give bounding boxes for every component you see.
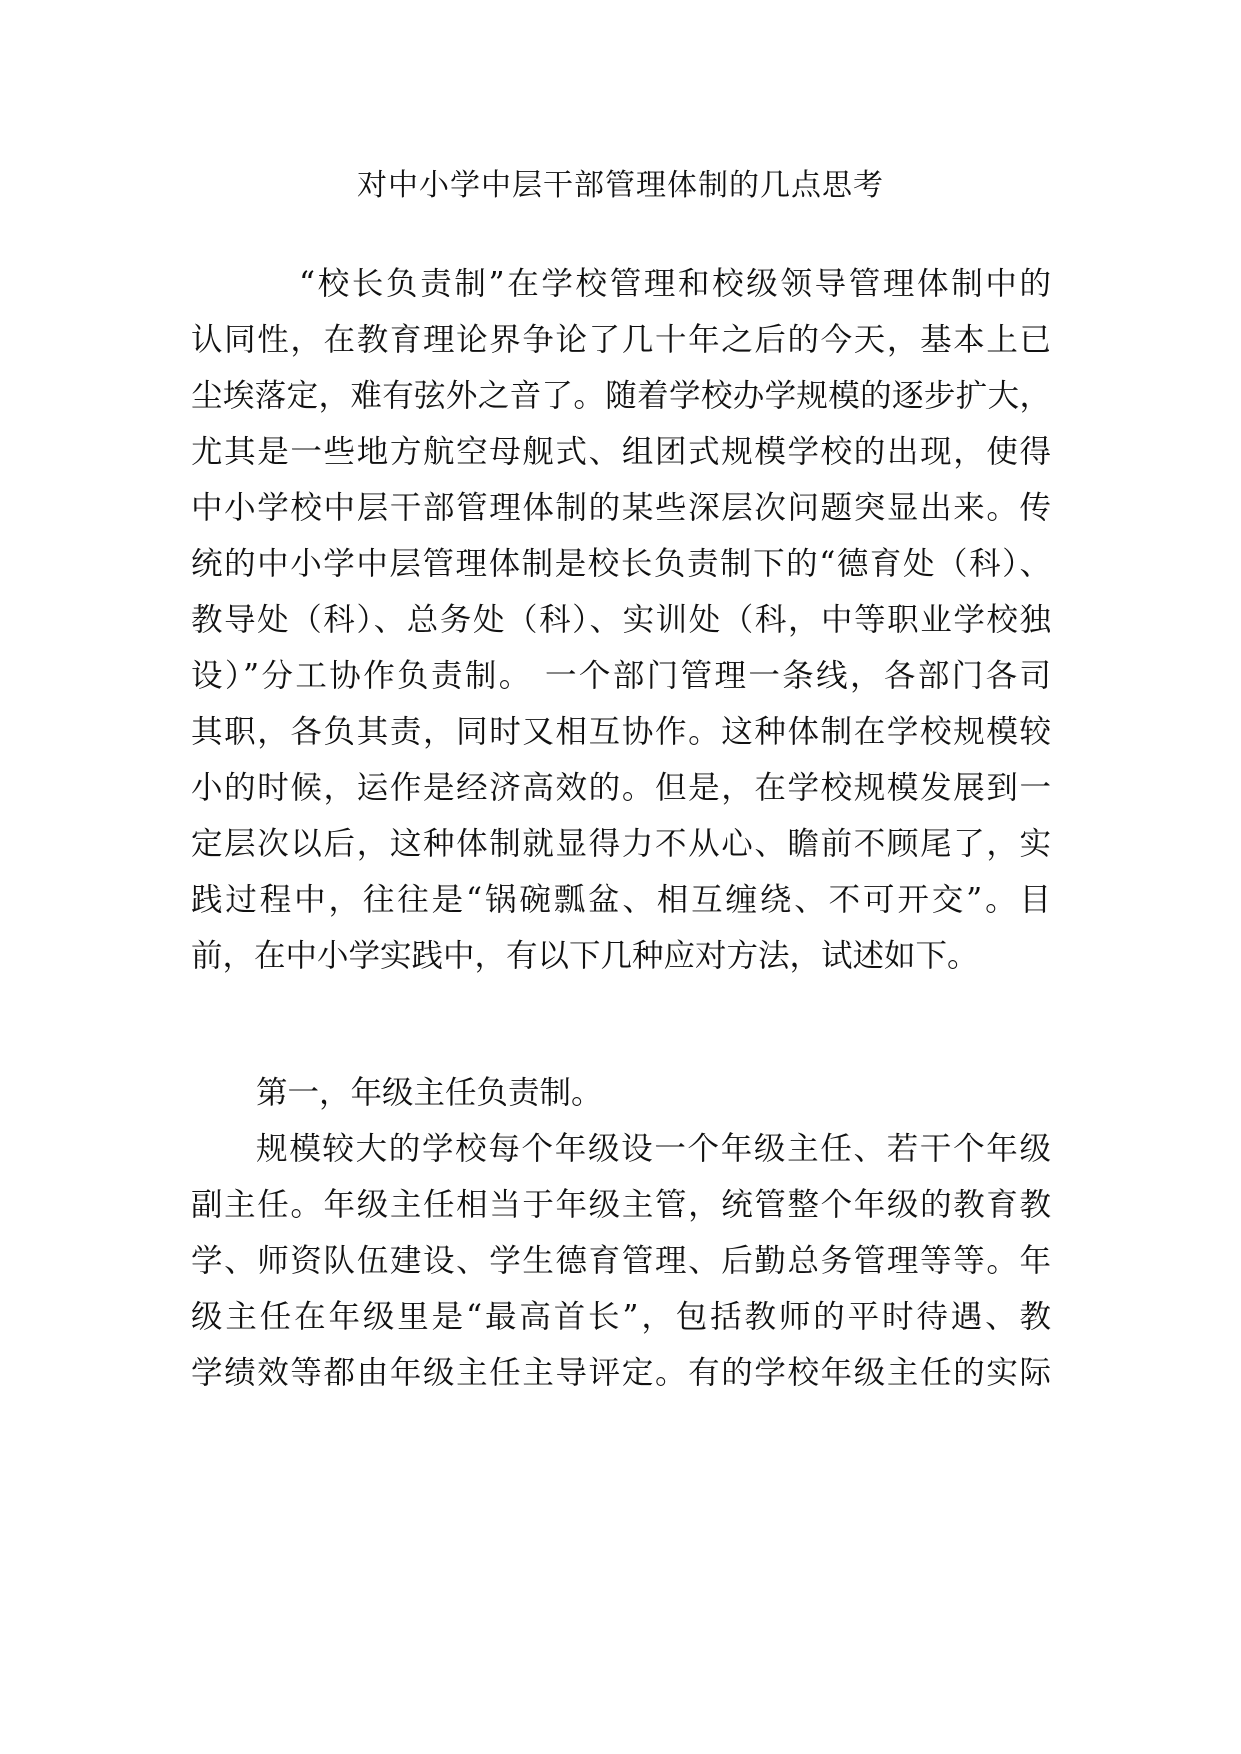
paragraph-line: 认同性，在教育理论界争论了几十年之后的今天，基本上已 [191,322,1051,358]
paragraph-line: 定层次以后，这种体制就显得力不从心、瞻前不顾尾了，实 [191,826,1051,862]
paragraph-line: 其职，各负其责，同时又相互协作。这种体制在学校规模较 [191,714,1051,750]
paragraph-line: “校长负责制”在学校管理和校级领导管理体制中的 [299,266,1051,302]
paragraph-line: 学、师资队伍建设、学生德育管理、后勤总务管理等等。年 [191,1243,1051,1279]
paragraph-line: 统的中小学中层管理体制是校长负责制下的“德育处（科）、 [191,546,1051,582]
paragraph-line: 小的时候，运作是经济高效的。但是，在学校规模发展到一 [191,770,1051,806]
paragraph-line: 尤其是一些地方航空母舰式、组团式规模学校的出现，使得 [191,434,1051,470]
paragraph-line: 学绩效等都由年级主任主导评定。有的学校年级主任的实际 [191,1355,1051,1391]
paragraph-line: 前，在中小学实践中，有以下几种应对方法，试述如下。 [191,938,979,974]
paragraph-line: 践过程中，往往是“锅碗瓢盆、相互缠绕、不可开交”。目 [191,882,1051,918]
document-title: 对中小学中层干部管理体制的几点思考 [357,168,884,203]
paragraph-line: 教导处（科）、总务处（科）、实训处（科，中等职业学校独 [191,602,1051,638]
paragraph-line: 尘埃落定，难有弦外之音了。随着学校办学规模的逐步扩大， [191,378,1051,414]
section-heading: 第一，年级主任负责制。 [256,1075,603,1111]
paragraph-line: 副主任。年级主任相当于年级主管，统管整个年级的教育教 [191,1187,1051,1223]
paragraph-line: 中小学校中层干部管理体制的某些深层次问题突显出来。传 [191,490,1051,526]
paragraph-line: 设）”分工协作负责制。 一个部门管理一条线，各部门各司 [191,658,1051,694]
paragraph-line: 规模较大的学校每个年级设一个年级主任、若干个年级 [256,1131,1051,1167]
paragraph-line: 级主任在年级里是“最高首长”，包括教师的平时待遇、教 [191,1299,1051,1335]
